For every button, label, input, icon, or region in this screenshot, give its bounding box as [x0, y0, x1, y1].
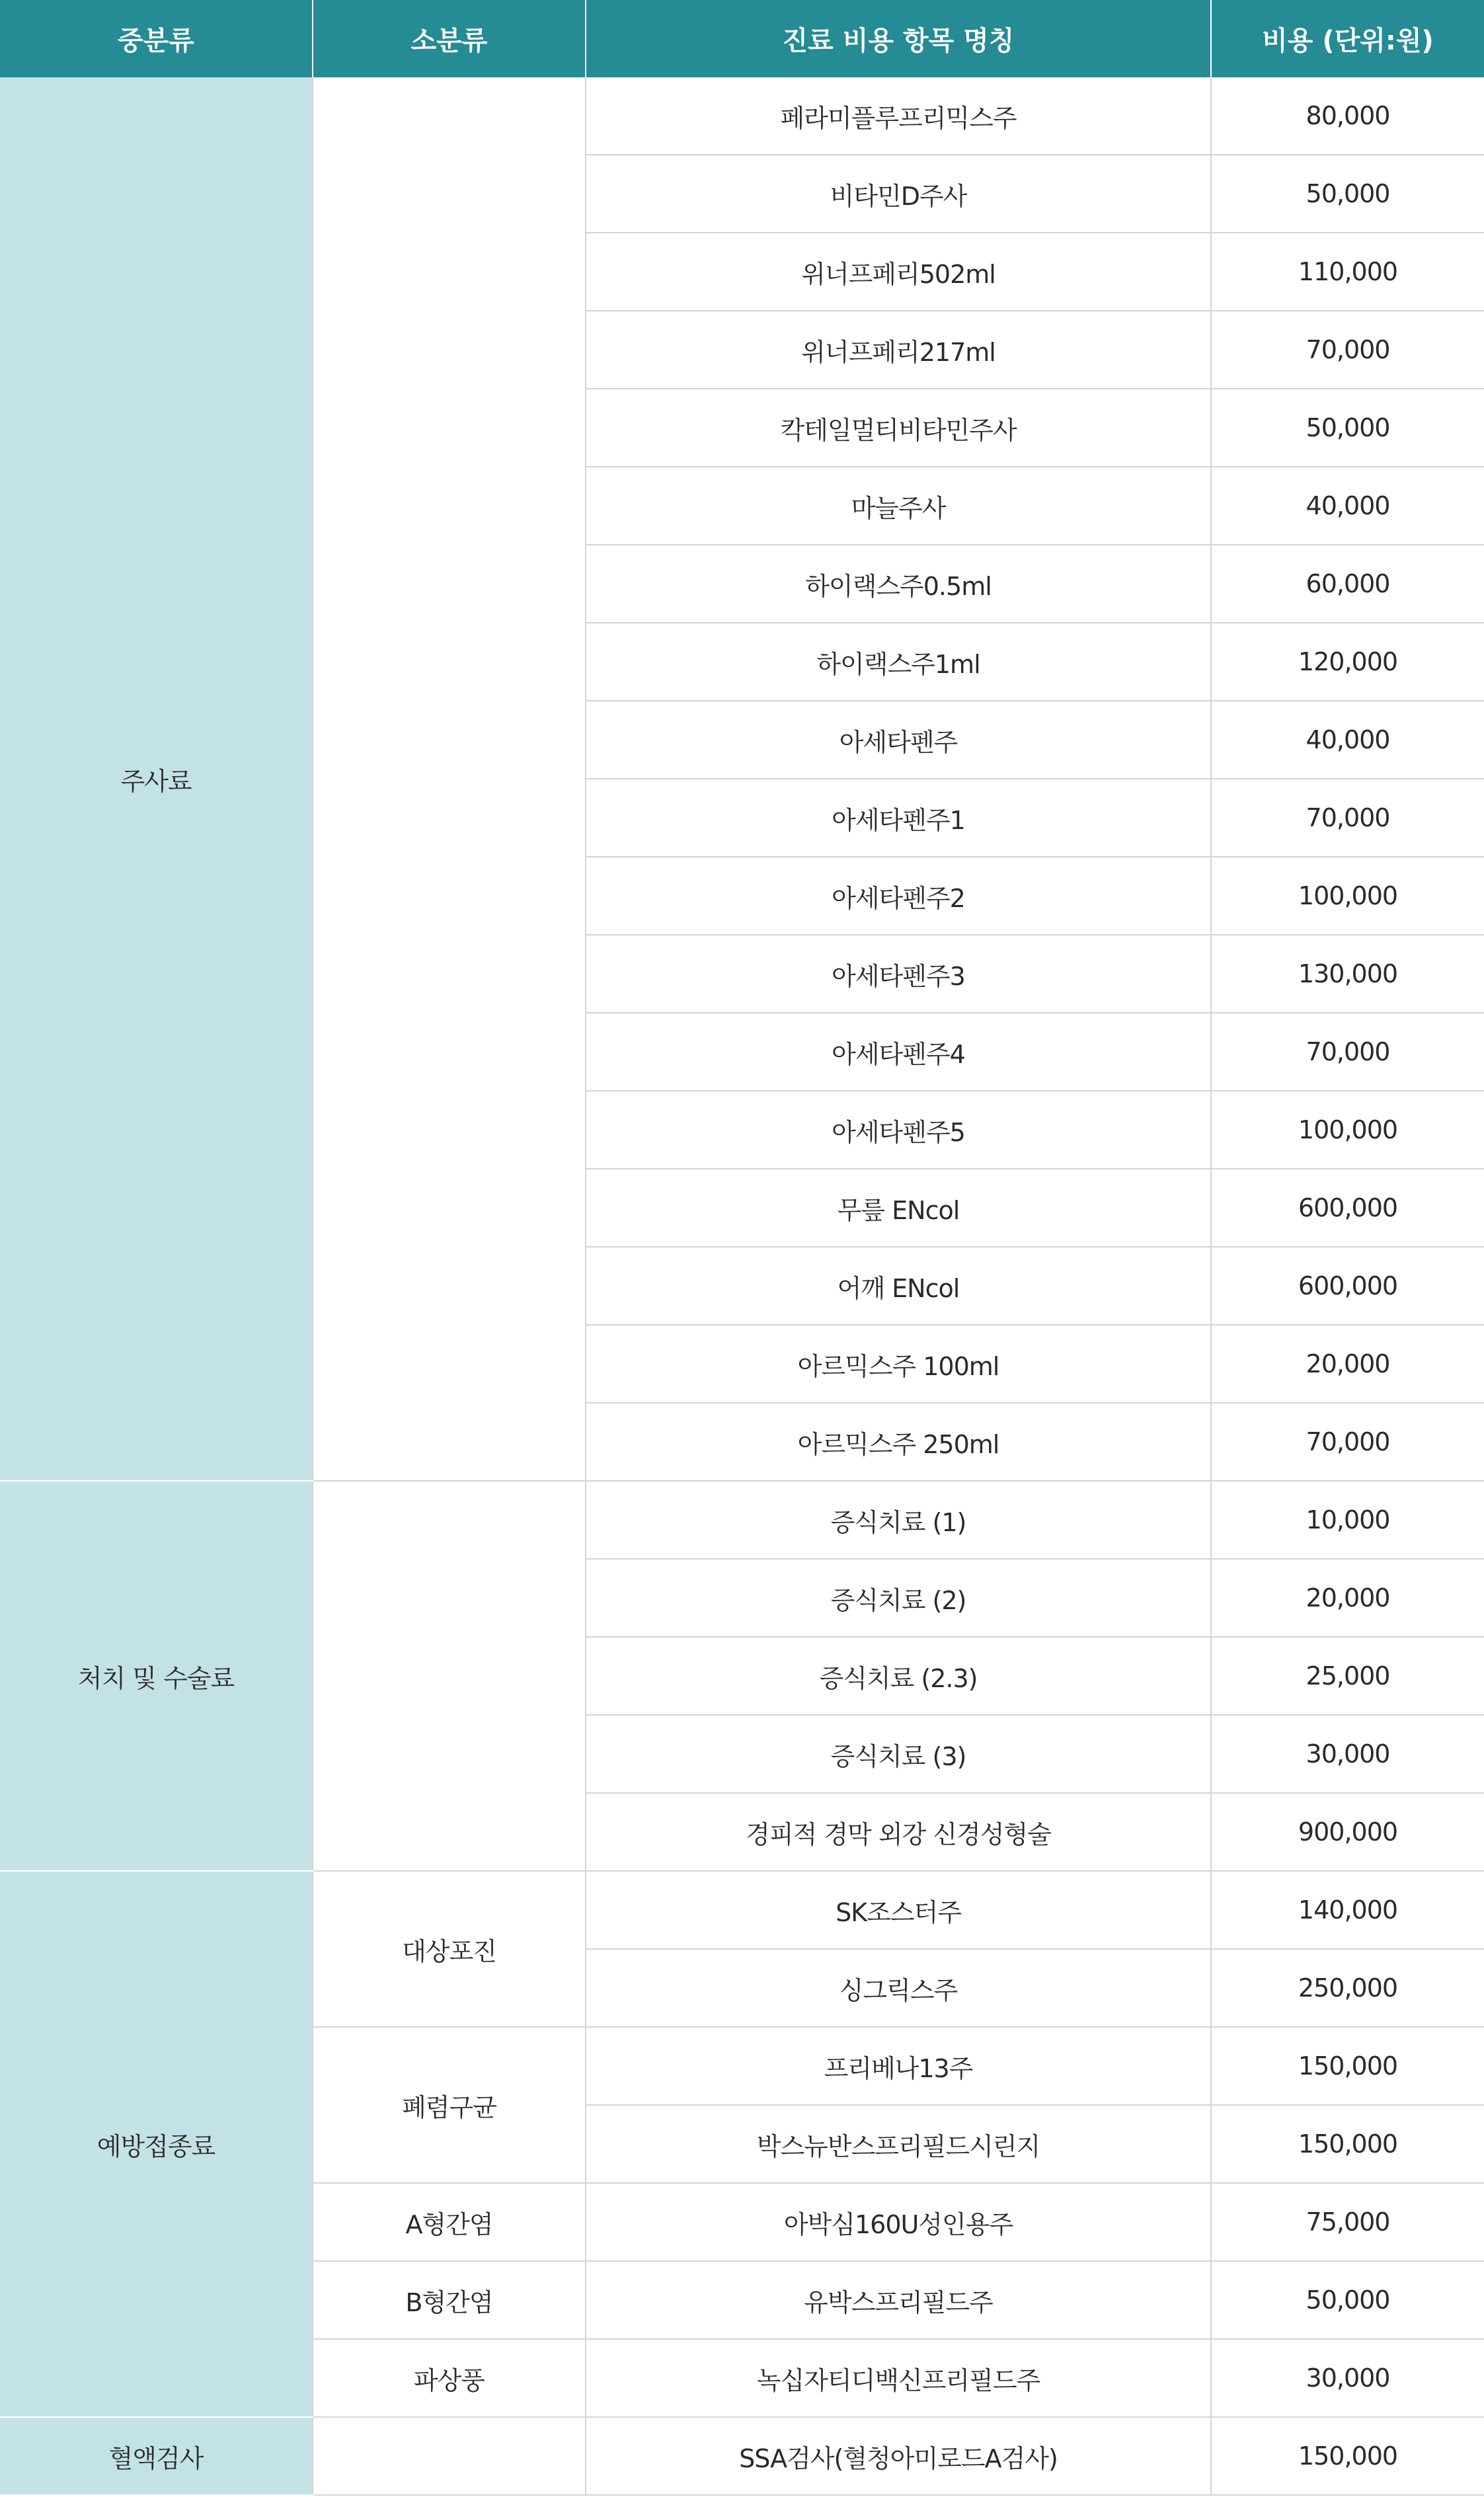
cost-cell: 25,000 [1211, 1637, 1484, 1715]
item-name-cell: 증식치료 (3) [586, 1715, 1211, 1793]
sub-category-cell [313, 2417, 586, 2495]
item-name-cell: 아세타펜주1 [586, 779, 1211, 857]
item-name-cell: 아세타펜주3 [586, 935, 1211, 1013]
cost-cell: 150,000 [1211, 2027, 1484, 2105]
item-name-cell: 증식치료 (2.3) [586, 1637, 1211, 1715]
item-name-cell: 비타민D주사 [586, 155, 1211, 233]
sub-category-cell: 파상풍 [313, 2339, 586, 2417]
item-name-cell: 아세타펜주2 [586, 857, 1211, 935]
cost-cell: 40,000 [1211, 701, 1484, 779]
header-row [0, 0, 1484, 77]
item-name-cell: 싱그릭스주 [586, 1949, 1211, 2027]
cost-cell: 50,000 [1211, 389, 1484, 467]
item-name-cell: SSA검사(혈청아미로드A검사) [586, 2417, 1211, 2495]
item-name-cell: 하이랙스주0.5ml [586, 545, 1211, 623]
table-row [0, 2417, 1484, 2495]
middle-category-cell: 주사료 [0, 77, 313, 1481]
cost-cell: 75,000 [1211, 2183, 1484, 2261]
cost-cell: 50,000 [1211, 2261, 1484, 2339]
item-name-cell: 칵테일멀티비타민주사 [586, 389, 1211, 467]
item-name-cell: 녹십자티디백신프리필드주 [586, 2339, 1211, 2417]
header-middle-category: 중분류 [0, 0, 313, 77]
sub-category-cell [313, 77, 586, 1481]
table-header [0, 0, 1484, 77]
cost-cell: 120,000 [1211, 623, 1484, 701]
item-name-cell: SK조스터주 [586, 1871, 1211, 1949]
item-name-cell: 아세타펜주4 [586, 1013, 1211, 1091]
item-name-cell: 박스뉴반스프리필드시린지 [586, 2105, 1211, 2183]
sub-category-cell: 폐렴구균 [313, 2027, 586, 2183]
cost-cell: 100,000 [1211, 1091, 1484, 1169]
middle-category-cell: 처치 및 수술료 [0, 1481, 313, 1871]
item-name-cell: 아세타펜주5 [586, 1091, 1211, 1169]
cost-cell: 40,000 [1211, 467, 1484, 545]
cost-cell: 50,000 [1211, 155, 1484, 233]
cost-cell: 130,000 [1211, 935, 1484, 1013]
cost-cell: 70,000 [1211, 1403, 1484, 1481]
cost-cell: 20,000 [1211, 1325, 1484, 1403]
cost-cell: 110,000 [1211, 233, 1484, 311]
item-name-cell: 증식치료 (2) [586, 1559, 1211, 1637]
cost-cell: 70,000 [1211, 311, 1484, 389]
cost-cell: 60,000 [1211, 545, 1484, 623]
cost-cell: 600,000 [1211, 1169, 1484, 1247]
table-row [0, 1871, 1484, 1949]
middle-category-cell: 예방접종료 [0, 1871, 313, 2417]
cost-cell: 250,000 [1211, 1949, 1484, 2027]
item-name-cell: 위너프페리217ml [586, 311, 1211, 389]
item-name-cell: 하이랙스주1ml [586, 623, 1211, 701]
sub-category-cell: A형간염 [313, 2183, 586, 2261]
item-name-cell: 증식치료 (1) [586, 1481, 1211, 1559]
item-name-cell: 유박스프리필드주 [586, 2261, 1211, 2339]
cost-cell: 30,000 [1211, 1715, 1484, 1793]
cost-cell: 70,000 [1211, 1013, 1484, 1091]
table-row [0, 77, 1484, 155]
cost-cell: 80,000 [1211, 77, 1484, 155]
cost-cell: 20,000 [1211, 1559, 1484, 1637]
sub-category-cell [313, 1481, 586, 1871]
middle-category-cell: 혈액검사 [0, 2417, 313, 2495]
item-name-cell: 마늘주사 [586, 467, 1211, 545]
item-name-cell: 프리베나13주 [586, 2027, 1211, 2105]
cost-cell: 140,000 [1211, 1871, 1484, 1949]
cost-cell: 70,000 [1211, 779, 1484, 857]
sub-category-cell: B형간염 [313, 2261, 586, 2339]
header-cost: 비용 (단위:원) [1211, 0, 1484, 77]
header-sub-category: 소분류 [313, 0, 586, 77]
item-name-cell: 무릎 ENcol [586, 1169, 1211, 1247]
item-name-cell: 아르믹스주 250ml [586, 1403, 1211, 1481]
cost-cell: 600,000 [1211, 1247, 1484, 1325]
cost-cell: 100,000 [1211, 857, 1484, 935]
item-name-cell: 아박심160U성인용주 [586, 2183, 1211, 2261]
item-name-cell: 경피적 경막 외강 신경성형술 [586, 1793, 1211, 1871]
cost-cell: 150,000 [1211, 2105, 1484, 2183]
header-item-name: 진료 비용 항목 명칭 [586, 0, 1211, 77]
item-name-cell: 어깨 ENcol [586, 1247, 1211, 1325]
table-body [0, 77, 1484, 2495]
item-name-cell: 위너프페리502ml [586, 233, 1211, 311]
cost-cell: 10,000 [1211, 1481, 1484, 1559]
cost-cell: 150,000 [1211, 2417, 1484, 2495]
cost-cell: 900,000 [1211, 1793, 1484, 1871]
cost-cell: 30,000 [1211, 2339, 1484, 2417]
item-name-cell: 아르믹스주 100ml [586, 1325, 1211, 1403]
table-row [0, 1481, 1484, 1559]
item-name-cell: 아세타펜주 [586, 701, 1211, 779]
item-name-cell: 페라미플루프리믹스주 [586, 77, 1211, 155]
sub-category-cell: 대상포진 [313, 1871, 586, 2027]
